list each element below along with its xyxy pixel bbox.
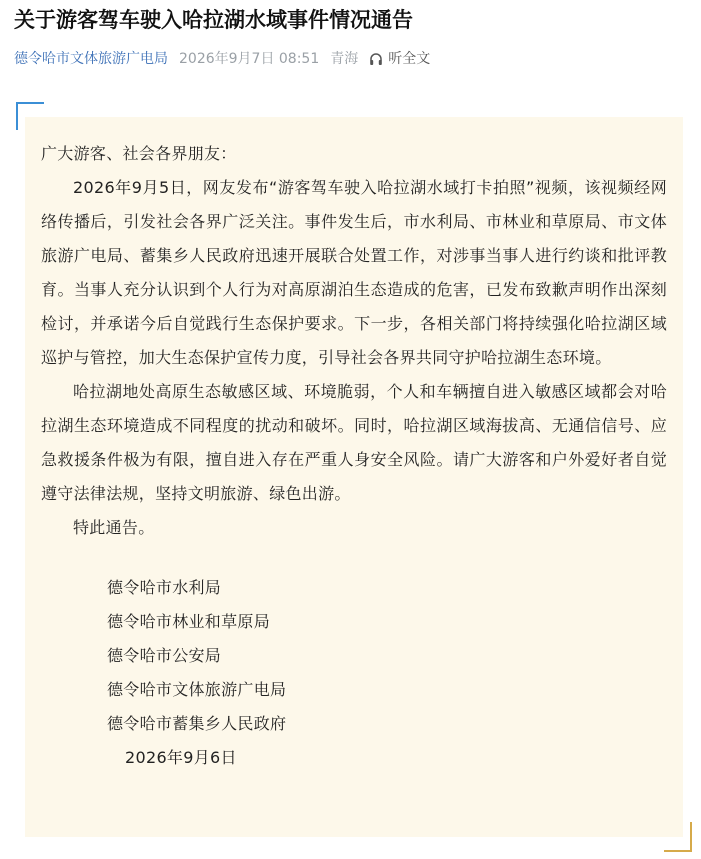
signatory: 德令哈市林业和草原局 bbox=[107, 612, 271, 631]
notice-signatures bbox=[41, 571, 667, 775]
notice-card bbox=[25, 117, 683, 837]
notice-date: 2026年9月6日 bbox=[125, 748, 237, 767]
listen-full-button[interactable] bbox=[369, 48, 430, 70]
notice-paragraph: 哈拉湖地处高原生态敏感区域、环境脆弱，个人和车辆擅自进入敏感区域都会对哈拉湖生态环境造成不同程度的扰动和破坏。同时，哈拉湖区域海拔高、无通信信号、应急救援条件极为有限，擅自进入存在严重人身安全风险。请广大游客和户外爱好者自觉遵守法律法规，坚持文明旅游、绿色出游。 bbox=[41, 382, 667, 503]
article-title: 关于游客驾车驶入哈拉湖水域事件情况通告 bbox=[14, 8, 413, 32]
signatory: 德令哈市蓄集乡人民政府 bbox=[107, 714, 287, 733]
headphones-icon bbox=[369, 52, 383, 66]
notice-greeting: 广大游客、社会各界朋友： bbox=[41, 144, 237, 163]
article-meta bbox=[14, 48, 430, 70]
listen-full-label: 听全文 bbox=[388, 51, 431, 67]
article-location: 青海 bbox=[330, 51, 359, 67]
signatory: 德令哈市公安局 bbox=[107, 646, 222, 665]
signatory: 德令哈市水利局 bbox=[107, 578, 222, 597]
article-source-link[interactable]: 德令哈市文体旅游广电局 bbox=[14, 51, 168, 67]
signatory: 德令哈市文体旅游广电局 bbox=[107, 680, 287, 699]
notice-closing: 特此通告。 bbox=[73, 518, 155, 537]
article-datetime: 2026年9月7日 08:51 bbox=[179, 51, 320, 67]
corner-decoration-bottom-right bbox=[664, 822, 692, 852]
notice-paragraph: 2026年9月5日，网友发布“游客驾车驶入哈拉湖水域打卡拍照”视频，该视频经网络传播后，引发社会各界广泛关注。事件发生后，市水利局、市林业和草原局、市文体旅游广电局、蓄集乡人民政府迅速开展联合处置工作，对涉事当事人进行约谈和批评教育。当事人充分认识到个人行为对高原湖泊生态造成的危害，已发布致歉声明作出深刻检讨，并承诺今后自觉践行生态保护要求。下一步，各相关部门将持续强化哈拉湖区域巡护与管控，加大生态保护宣传力度，引导社会各界共同守护哈拉湖生态环境。 bbox=[41, 178, 667, 367]
